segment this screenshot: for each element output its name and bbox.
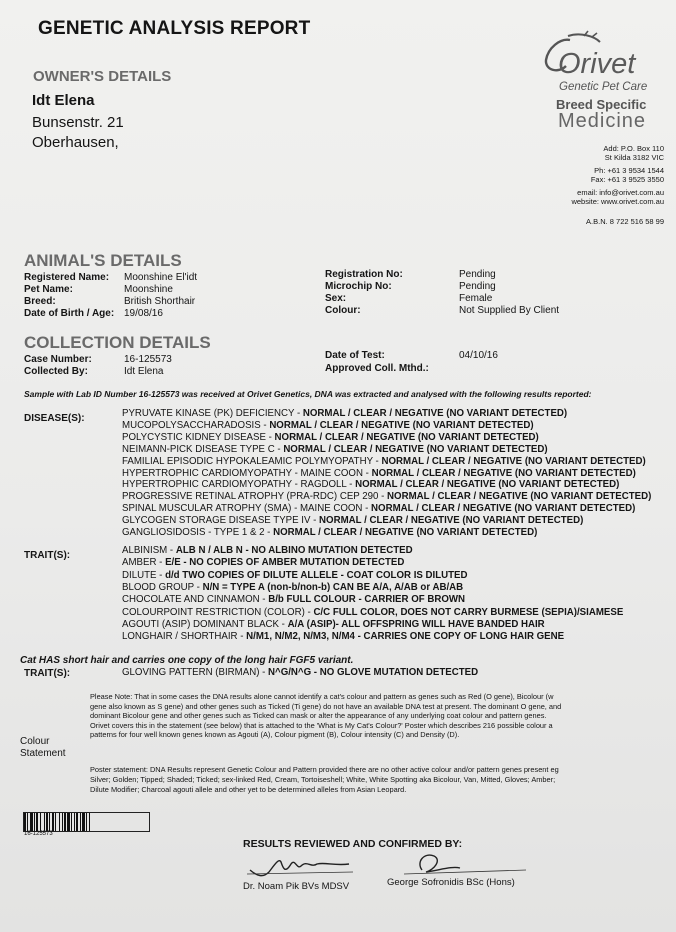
fgf5-statement: Cat HAS short hair and carries one copy of the long hair FGF5 variant. — [20, 655, 354, 666]
disease-line-name: NEIMANN-PICK DISEASE TYPE C - — [122, 443, 284, 455]
registration-label: Registration No: — [325, 269, 403, 280]
trait-line-result: C/C FULL COLOR, DOES NOT CARRY BURMESE (SEPIA)/SIAMESE — [313, 606, 624, 618]
disease-line-name: FAMILIAL EPISODIC HYPOKALEAMIC POLYMYOPATHY - — [122, 455, 382, 467]
disease-line-result: NORMAL / CLEAR / NEGATIVE (NO VARIANT DETECTED) — [319, 515, 584, 527]
poster-line: Dilute Modifier; Charcoal agouti allele and other yet to be determined alleles from Asian Leopard. — [90, 784, 407, 794]
trait-line — [122, 545, 413, 556]
microchip-label: Microchip No: — [325, 281, 392, 292]
sample-statement: Sample with Lab ID Number 16-125573 was received at Orivet Genetics, DNA was extracted and analysed with the following results reported: — [24, 389, 592, 399]
trait-line-result: B/b FULL COLOUR - CARRIER OF BROWN — [268, 594, 466, 606]
disease-line — [122, 491, 651, 502]
dob-value: 19/08/16 — [124, 308, 163, 319]
collected-by-label: Collected By: — [24, 366, 88, 377]
case-number-value: 16-125573 — [124, 354, 172, 365]
case-number-label: Case Number: — [24, 354, 92, 365]
registered-name-label: Registered Name: — [24, 272, 110, 283]
disease-line-result: NORMAL / CLEAR / NEGATIVE (NO VARIANT DETECTED) — [269, 419, 534, 431]
sex-value: Female — [459, 293, 493, 304]
signature-2-icon — [400, 848, 530, 880]
poster-line: Silver; Golden; Tipped; Shaded; Ticked; sex-linked Red, Cream, Tortoiseshell; White, White Spotting aka Bicolour, Van, Mitted, Gloves; Amber; — [90, 774, 556, 784]
sex-label: Sex: — [325, 293, 347, 304]
logo-breed-specific: Breed Specific — [556, 97, 647, 112]
disease-line-name: POLYCYSTIC KIDNEY DISEASE - — [122, 431, 275, 443]
pet-name-value: Moonshine — [124, 284, 173, 295]
disease-line-result: NORMAL / CLEAR / NEGATIVE (NO VARIANT DETECTED) — [273, 527, 538, 538]
disease-line-name: MUCOPOLYSACCHARADOSIS - — [122, 419, 270, 431]
disease-line-result: NORMAL / CLEAR / NEGATIVE (NO VARIANT DETECTED) — [302, 408, 568, 419]
trait-line-result: d/d TWO COPIES OF DILUTE ALLELE - COAT COLOR IS DILUTED — [165, 569, 468, 581]
disease-line-name: PROGRESSIVE RETINAL ATROPHY (PRA-RDC) CEP 290 - — [122, 491, 388, 503]
glove-result: N^G/N^G - NO GLOVE MUTATION DETECTED — [268, 667, 479, 678]
trait-line-name: BLOOD GROUP - — [122, 581, 203, 593]
trait-line-name: DILUTE - — [122, 569, 166, 581]
contact-address-1: Add: P.O. Box 110 — [603, 144, 664, 153]
trait-line — [122, 619, 545, 630]
collection-heading: COLLECTION DETAILS — [24, 333, 211, 352]
disease-line — [122, 432, 539, 443]
disease-line-result: NORMAL / CLEAR / NEGATIVE (NO VARIANT DETECTED) — [355, 479, 620, 491]
logo-brand: Orivet — [558, 48, 636, 80]
barcode — [23, 812, 150, 832]
colour-statement-word-2: Statement — [20, 748, 66, 759]
trait-line — [122, 594, 465, 605]
barcode-stripe — [90, 813, 92, 831]
traits2-label: TRAIT(S): — [24, 668, 71, 679]
diseases-label: DISEASE(S): — [24, 413, 85, 424]
trait-line-name: COLOURPOINT RESTRICTION (COLOR) - — [122, 606, 314, 618]
trait-line-result: A/A (ASIP)- ALL OFFSPRING WILL HAVE BANDED HAIR — [287, 618, 545, 630]
logo-medicine: Medicine — [558, 110, 647, 132]
disease-line-result: NORMAL / CLEAR / NEGATIVE (NO VARIANT DETECTED) — [274, 431, 539, 443]
barcode-number: 16-125573 — [24, 831, 53, 837]
logo-tagline: Genetic Pet Care — [559, 81, 648, 93]
report-title: GENETIC ANALYSIS REPORT — [38, 18, 311, 39]
contact-abn: A.B.N. 8 722 516 58 99 — [586, 217, 664, 226]
trait-line-name: AGOUTI (ASIP) DOMINANT BLACK - — [122, 618, 288, 630]
trait-line — [122, 570, 468, 581]
colour-label: Colour: — [325, 305, 361, 316]
trait-line-result: N/N = TYPE A (non-b/non-b) CAN BE A/A, A/AB or AB/AB — [202, 581, 464, 593]
trait-line — [122, 631, 564, 642]
approved-method-label: Approved Coll. Mthd.: — [325, 363, 429, 374]
colour-value: Not Supplied By Client — [459, 305, 560, 316]
colour-statement-label — [20, 736, 66, 760]
disease-line — [122, 479, 619, 490]
trait-line-result: E/E - NO COPIES OF AMBER MUTATION DETECTED — [165, 557, 405, 569]
registration-value: Pending — [459, 269, 496, 280]
disease-line-result: NORMAL / CLEAR / NEGATIVE (NO VARIANT DETECTED) — [381, 455, 646, 467]
date-of-test-label: Date of Test: — [325, 350, 385, 361]
disease-line — [122, 456, 646, 467]
contact-fax: Fax: +61 3 9525 3550 — [590, 175, 664, 184]
disease-line-result: NORMAL / CLEAR / NEGATIVE (NO VARIANT DETECTED) — [371, 503, 636, 515]
disease-line — [122, 408, 567, 419]
breed-label: Breed: — [24, 296, 56, 307]
trait-line-name: CHOCOLATE AND CINNAMON - — [122, 594, 269, 606]
disease-line-result: NORMAL / CLEAR / NEGATIVE (NO VARIANT DETECTED) — [283, 443, 548, 455]
traits-label: TRAIT(S): — [24, 550, 71, 561]
owner-street: Bunsenstr. 21 — [32, 114, 124, 131]
note-line: gene also known as S gene) and other genes such as Ticked (Ti gene) do not have an available DNA test at present. The dominant O gene, and — [90, 701, 562, 711]
signature-1-icon — [245, 852, 355, 882]
disease-line — [122, 503, 635, 514]
contact-email: email: info@orivet.com.au — [577, 188, 664, 197]
trait-line-name: AMBER - — [122, 557, 166, 569]
colour-statement-word-1: Colour — [20, 736, 50, 747]
owner-heading: OWNER'S DETAILS — [33, 68, 172, 85]
note-line: Orivet covers this in the statement (see below) that is attached to the 'What is My Cat's Colour?' Poster which describes 216 possible colour a — [90, 720, 553, 730]
trait-line — [122, 582, 463, 593]
breed-value: British Shorthair — [124, 296, 196, 307]
signatory-1: Dr. Noam Pik BVs MDSV — [243, 881, 350, 892]
disease-line-name: HYPERTROPHIC CARDIOMYOPATHY - MAINE COON - — [122, 467, 372, 479]
animal-heading: ANIMAL'S DETAILS — [24, 251, 182, 270]
disease-line — [122, 527, 537, 538]
owner-name: Idt Elena — [32, 92, 95, 109]
collected-by-value: Idt Elena — [124, 366, 164, 377]
results-heading: RESULTS REVIEWED AND CONFIRMED BY: — [243, 838, 463, 850]
contact-website: website: www.orivet.com.au — [571, 197, 664, 206]
dob-label: Date of Birth / Age: — [24, 308, 115, 319]
owner-city: Oberhausen, — [32, 134, 119, 151]
trait-line-name: LONGHAIR / SHORTHAIR - — [122, 631, 247, 643]
note-line: dominant Bicolour gene and other genes such as Ticked can mask or alter the appearance of any underlying coat colour and pattern genes. — [90, 711, 547, 721]
disease-line — [122, 515, 583, 526]
microchip-value: Pending — [459, 281, 496, 292]
contact-address-2: St Kilda 3182 VIC — [604, 153, 664, 162]
signatory-2: George Sofronidis BSc (Hons) — [387, 877, 515, 888]
note-line: patterns for four well known genes known as Agouti (A), Colour pigment (B), Colour intensity (C) and Density (D). — [90, 730, 460, 740]
date-of-test-value: 04/10/16 — [459, 350, 498, 361]
poster-line: Poster statement: DNA Results represent Genetic Colour and Pattern provided there are no other active colour and/or pattern genes present eg — [90, 765, 559, 774]
trait-line-result: ALB N / ALB N - NO ALBINO MUTATION DETECTED — [175, 545, 413, 556]
note-line: Please Note: That in some cases the DNA results alone cannot identify a cat's colour and pattern as genes such as Red (O gene), Bicolour (w — [90, 692, 554, 701]
disease-line-name: HYPERTROPHIC CARDIOMYOPATHY - RAGDOLL - — [122, 479, 356, 491]
contact-phone: Ph: +61 3 9534 1544 — [594, 166, 664, 175]
glove-line — [122, 667, 478, 678]
trait-line — [122, 557, 404, 568]
glove-name: GLOVING PATTERN (BIRMAN) - — [122, 667, 269, 678]
disease-line — [122, 468, 636, 479]
disease-line — [122, 420, 534, 431]
disease-line-result: NORMAL / CLEAR / NEGATIVE (NO VARIANT DETECTED) — [387, 491, 652, 503]
disease-line-name: PYRUVATE KINASE (PK) DEFICIENCY - — [122, 408, 303, 419]
disease-line-name: GANGLIOSIDOSIS - TYPE 1 & 2 - — [122, 527, 274, 538]
trait-line — [122, 607, 623, 618]
disease-line-result: NORMAL / CLEAR / NEGATIVE (NO VARIANT DETECTED) — [371, 467, 636, 479]
registered-name-value: Moonshine El'idt — [124, 272, 198, 283]
disease-line — [122, 444, 548, 455]
pet-name-label: Pet Name: — [24, 284, 73, 295]
disease-line-name: SPINAL MUSCULAR ATROPHY (SMA) - MAINE COON - — [122, 503, 372, 515]
disease-line-name: GLYCOGEN STORAGE DISEASE TYPE IV - — [122, 515, 320, 527]
trait-line-result: N/M1, N/M2, N/M3, N/M4 - CARRIES ONE COPY OF LONG HAIR GENE — [246, 631, 565, 643]
trait-line-name: ALBINISM - — [122, 545, 176, 556]
